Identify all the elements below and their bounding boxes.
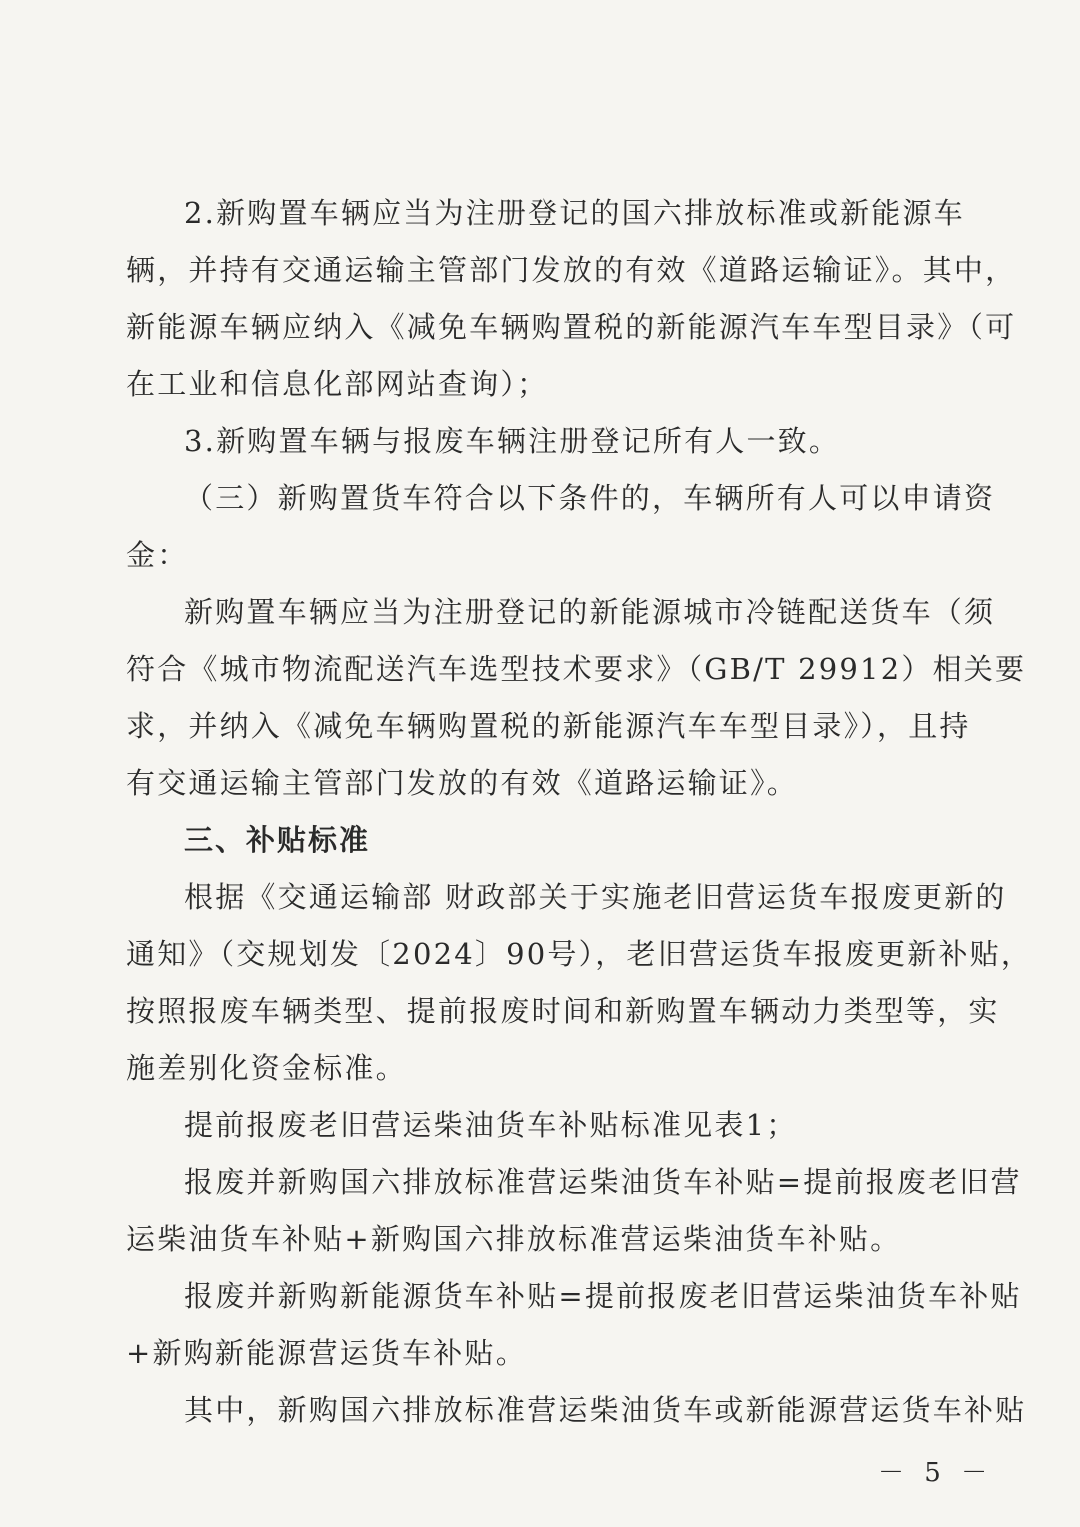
paragraph-line: 求，并纳入《减免车辆购置税的新能源汽车车型目录》），且持 — [126, 709, 971, 743]
paragraph-line: 报废并新购新能源货车补贴=提前报废老旧营运柴油货车补贴 — [184, 1279, 1022, 1313]
paragraph-line: （三）新购置货车符合以下条件的，车辆所有人可以申请资 — [184, 481, 996, 515]
paragraph-line: 3.新购置车辆与报废车辆注册登记所有人一致。 — [184, 424, 841, 458]
paragraph-line: 辆，并持有交通运输主管部门发放的有效《道路运输证》。其中， — [126, 253, 1017, 287]
paragraph-line: 通知》（交规划发〔2024〕90号），老旧营运货车报废更新补贴， — [126, 937, 1033, 971]
paragraph-line: 在工业和信息化部网站查询）； — [126, 367, 549, 401]
paragraph-line: 运柴油货车补贴+新购国六排放标准营运柴油货车补贴。 — [126, 1222, 902, 1256]
paragraph-line: 根据《交通运输部 财政部关于实施老旧营运货车报废更新的 — [184, 880, 1007, 914]
paragraph-line: 有交通运输主管部门发放的有效《道路运输证》。 — [126, 766, 798, 800]
paragraph-line: 符合《城市物流配送汽车选型技术要求》（GB/T 29912）相关要 — [126, 652, 1027, 686]
paragraph-line: 其中，新购国六排放标准营运柴油货车或新能源营运货车补贴 — [184, 1393, 1027, 1427]
paragraph-line: +新购新能源营运货车补贴。 — [126, 1336, 527, 1370]
paragraph-line: 新购置车辆应当为注册登记的新能源城市冷链配送货车（须 — [184, 595, 996, 629]
paragraph-line: 报废并新购国六排放标准营运柴油货车补贴=提前报废老旧营 — [184, 1165, 1022, 1199]
section-heading: 三、补贴标准 — [184, 823, 371, 857]
paragraph-line: 施差别化资金标准。 — [126, 1051, 407, 1085]
paragraph-line: 2.新购置车辆应当为注册登记的国六排放标准或新能源车 — [184, 196, 965, 230]
paragraph-line: 提前报废老旧营运柴油货车补贴标准见表1； — [184, 1108, 798, 1142]
paragraph-line: 金： — [126, 538, 189, 572]
paragraph-line: 新能源车辆应纳入《减免车辆购置税的新能源汽车车型目录》（可 — [126, 310, 1017, 344]
page-number: － 5 － — [878, 1458, 994, 1488]
paragraph-line: 按照报废车辆类型、提前报废时间和新购置车辆动力类型等，实 — [126, 994, 1000, 1028]
